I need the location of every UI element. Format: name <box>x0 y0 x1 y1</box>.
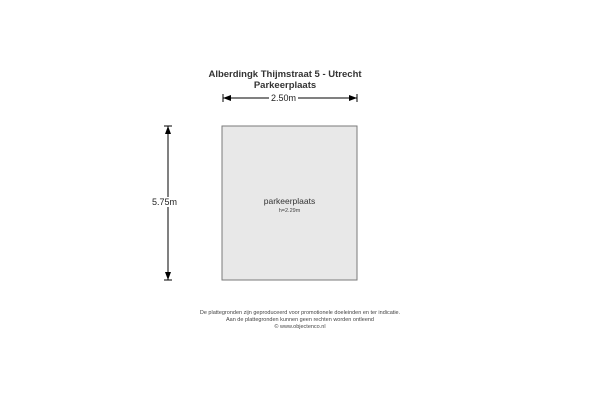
height-dimension-label: 5.75m <box>152 197 178 207</box>
width-arrow-right <box>349 95 357 101</box>
copyright-line: © www.objectenco.nl <box>274 324 326 330</box>
room-ceiling-height-label: h=2.29m <box>278 208 301 214</box>
room-name-label: parkeerplaats <box>263 196 316 206</box>
disclaimer-line-2: Aan de plattegronden kunnen geen rechten worden ontleend <box>225 317 374 323</box>
disclaimer-line-1: De plattegronden zijn geproduceerd voor promotionele doeleinden en ter indicatie. <box>199 310 401 316</box>
floorplan-address-title: Alberdingk Thijmstraat 5 - Utrecht <box>208 69 362 80</box>
height-arrow-bottom <box>165 272 171 280</box>
width-arrow-left <box>223 95 231 101</box>
height-arrow-top <box>165 126 171 134</box>
width-dimension-label: 2.50m <box>271 93 297 103</box>
floorplan-floor-title: Parkeerplaats <box>253 80 317 91</box>
